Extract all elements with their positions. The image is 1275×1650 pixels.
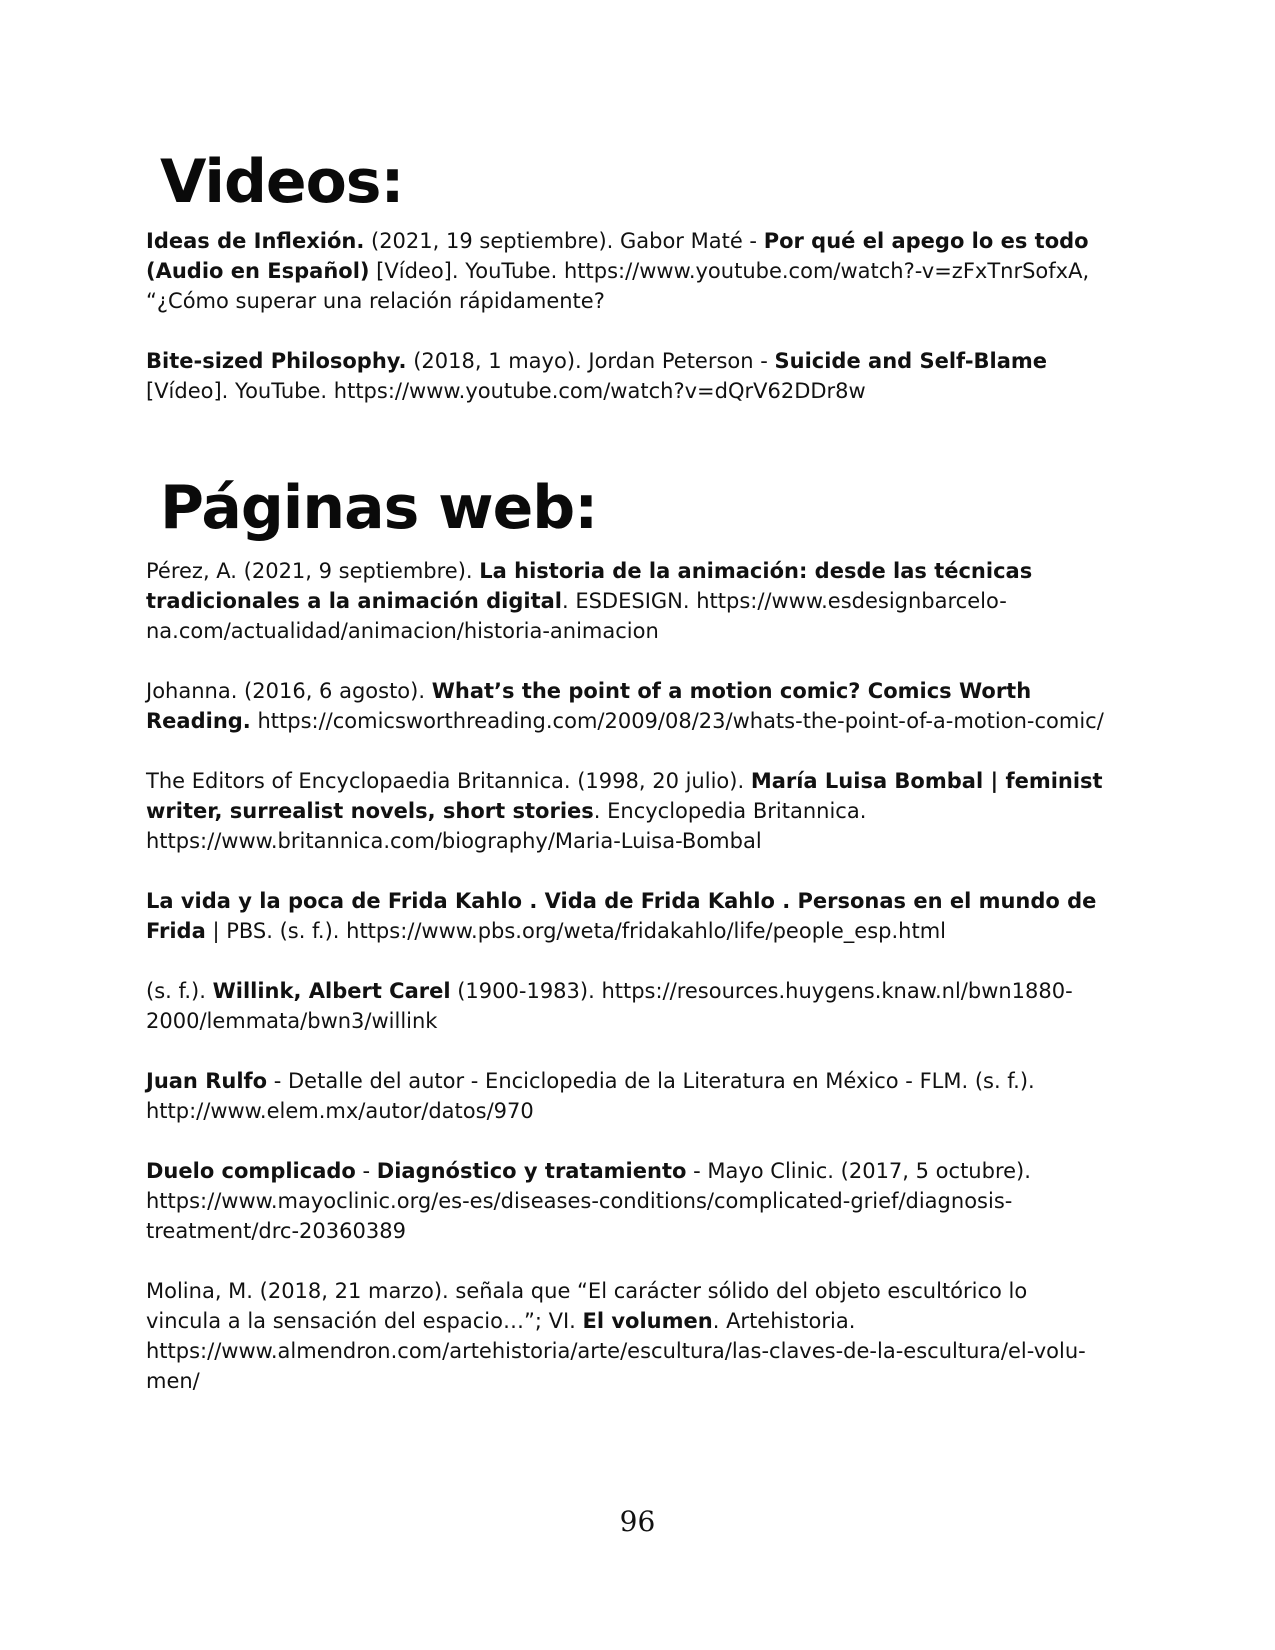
reference-bold-text: El volumen: [582, 1309, 713, 1333]
reference-bold-text: Suicide and Self-Blame: [774, 349, 1048, 373]
page-number: 96: [619, 1505, 656, 1538]
section-heading-web-pages: Páginas web:: [160, 473, 598, 543]
reference-bold-text: La historia de la animación: desde las técnicas tradicionales a la animación digital: [146, 559, 1033, 613]
reference-bold-text: Ideas de Inflexión.: [146, 229, 365, 253]
reference-text: . Artehistoria. https://www.almendron.com/artehistoria/arte/escultura/las-claves-de-la-escultura/el-volu-men/: [146, 1309, 1086, 1393]
reference-entry: [146, 976, 1106, 1036]
reference-text: Johanna. (2016, 6 agosto).: [146, 679, 432, 703]
reference-bold-text: Por qué el apego lo es todo (Audio en Español): [146, 229, 1089, 283]
reference-entry: [146, 1066, 1106, 1126]
reference-text: Molina, M. (2018, 21 marzo). señala que “El carácter sólido del objeto escultórico lo vincula a la sensación del espacio…”; VI.: [146, 1279, 1028, 1333]
reference-entry: [146, 226, 1106, 316]
reference-entry: [146, 1276, 1106, 1396]
reference-entry: [146, 1156, 1106, 1246]
web-pages-reference-list: [146, 556, 1106, 1426]
reference-bold-text: María Luisa Bombal | feminist writer, surrealist novels, short stories: [146, 769, 1103, 823]
reference-bold-text: What’s the point of a motion comic? Comics Worth Reading.: [146, 679, 1032, 733]
reference-text: - Detalle del autor - Enciclopedia de la Literatura en México - FLM. (s. f.). http://www.elem.mx/autor/datos/970: [146, 1069, 1035, 1123]
reference-bold-text: Duelo complicado: [146, 1159, 356, 1183]
reference-text: | PBS. (s. f.). https://www.pbs.org/weta/fridakahlo/life/people_esp.html: [205, 919, 946, 943]
reference-text: (2021, 19 septiembre). Gabor Maté -: [364, 229, 764, 253]
reference-text: . ESDESIGN. https://www.esdesignbarcelo-na.com/actualidad/animacion/historia-animacion: [146, 589, 1007, 643]
reference-text: -: [355, 1159, 377, 1183]
reference-entry: [146, 676, 1106, 736]
reference-text: (1900-1983). https://resources.huygens.knaw.nl/bwn1880-2000/lemmata/bwn3/willink: [146, 979, 1073, 1033]
reference-bold-text: Juan Rulfo: [146, 1069, 268, 1093]
section-heading-videos: Videos:: [160, 147, 404, 217]
reference-bold-text: Bite-sized Philosophy.: [146, 349, 407, 373]
reference-text: The Editors of Encyclopaedia Britannica. (1998, 20 julio).: [146, 769, 751, 793]
reference-text: Pérez, A. (2021, 9 septiembre).: [146, 559, 480, 583]
videos-reference-list: [146, 226, 1106, 436]
reference-text: . Encyclopedia Britannica. https://www.britannica.com/biography/Maria-Luisa-Bombal: [146, 799, 867, 853]
reference-entry: [146, 346, 1106, 406]
reference-text: [Vídeo]. YouTube. https://www.youtube.com/watch?v=dQrV62DDr8w: [146, 379, 866, 403]
reference-text: [Vídeo]. YouTube. https://www.youtube.com/watch?-v=zFxTnrSofxA, “¿Cómo superar una relación rápidamente?: [146, 259, 1090, 313]
reference-text: (s. f.).: [146, 979, 213, 1003]
reference-text: https://comicsworthreading.com/2009/08/23/whats-the-point-of-a-motion-comic/: [250, 709, 1104, 733]
reference-bold-text: Diagnóstico y tratamiento: [376, 1159, 687, 1183]
reference-entry: [146, 886, 1106, 946]
reference-bold-text: La vida y la poca de Frida Kahlo . Vida de Frida Kahlo . Personas en el mundo de Frida: [146, 889, 1097, 943]
reference-entry: [146, 556, 1106, 646]
reference-entry: [146, 766, 1106, 856]
reference-text: - Mayo Clinic. (2017, 5 octubre). https://www.mayoclinic.org/es-es/diseases-conditions/complicated-grief/diagnosis-treatment/drc-20360389: [146, 1159, 1031, 1243]
reference-bold-text: Willink, Albert Carel: [212, 979, 451, 1003]
reference-text: (2018, 1 mayo). Jordan Peterson -: [406, 349, 775, 373]
